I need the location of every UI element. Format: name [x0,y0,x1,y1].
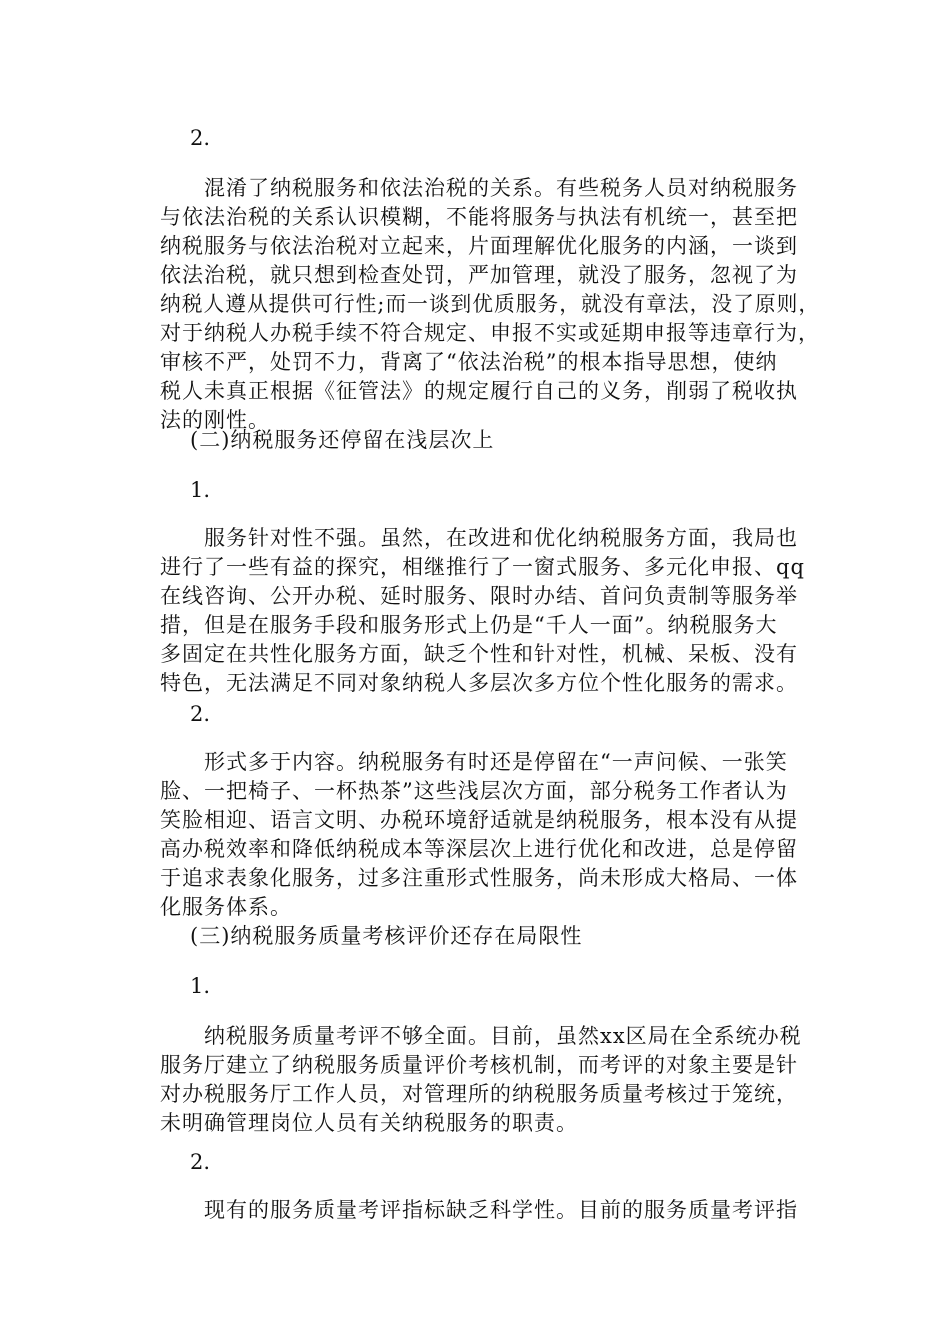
paragraph-line: 审核不严，处罚不力，背离了“依法治税”的根本指导思想，使纳 [160,350,778,374]
paragraph-line: 高办税效率和降低纳税成本等深层次上进行优化和改进，总是停留 [160,837,798,861]
item-number: 2. [190,1150,211,1174]
paragraph-line: 脸、一把椅子、一杯热茶”这些浅层次方面，部分税务工作者认为 [160,779,788,803]
paragraph-line: 进行了一些有益的探究，相继推行了一窗式服务、多元化申报、qq [160,555,805,579]
paragraph-line: 对办税服务厅工作人员，对管理所的纳税服务质量考核过于笼统， [160,1082,798,1106]
section-heading: (二)纳税服务还停留在浅层次上 [190,428,495,452]
paragraph-line: 法的刚性。 [160,408,270,432]
paragraph-line: 在线咨询、公开办税、延时服务、限时办结、首问负责制等服务举 [160,584,798,608]
paragraph-line: 未明确管理岗位人员有关纳税服务的职责。 [160,1111,578,1135]
paragraph-line: 服务针对性不强。虽然，在改进和优化纳税服务方面，我局也 [160,526,798,550]
paragraph-line: 于追求表象化服务，过多注重形式性服务，尚未形成大格局、一体 [160,866,798,890]
item-number: 2. [190,126,211,150]
paragraph [160,524,820,698]
paragraph-line: 对于纳税人办税手续不符合规定、申报不实或延期申报等违章行为， [160,321,820,345]
paragraph [160,748,820,922]
section-heading: (三)纳税服务质量考核评价还存在局限性 [190,924,583,948]
paragraph [160,1022,820,1138]
paragraph-line: 与依法治税的关系认识模糊，不能将服务与执法有机统一，甚至把 [160,205,798,229]
paragraph-line: 形式多于内容。纳税服务有时还是停留在“一声问候、一张笑 [160,750,788,774]
paragraph [160,174,820,435]
paragraph-line: 纳税服务质量考评不够全面。目前，虽然xx区局在全系统办税 [160,1024,802,1048]
paragraph-line: 化服务体系。 [160,895,292,919]
paragraph-line: 多固定在共性化服务方面，缺乏个性和针对性，机械、呆板、没有 [160,642,798,666]
paragraph-line: 现有的服务质量考评指标缺乏科学性。目前的服务质量考评指 [160,1198,798,1222]
item-number: 1. [190,478,211,502]
paragraph-line: 特色，无法满足不同对象纳税人多层次多方位个性化服务的需求。 [160,671,798,695]
paragraph-line: 笑脸相迎、语言文明、办税环境舒适就是纳税服务，根本没有从提 [160,808,798,832]
paragraph-line: 措，但是在服务手段和服务形式上仍是“千人一面”。纳税服务大 [160,613,778,637]
paragraph [160,1196,820,1225]
paragraph-line: 纳税人遵从提供可行性;而一谈到优质服务，就没有章法，没了原则， [160,292,821,316]
paragraph-line: 混淆了纳税服务和依法治税的关系。有些税务人员对纳税服务 [160,176,798,200]
paragraph-line: 服务厅建立了纳税服务质量评价考核机制，而考评的对象主要是针 [160,1053,798,1077]
item-number: 2. [190,702,211,726]
paragraph-line: 税人未真正根据《征管法》的规定履行自己的义务，削弱了税收执 [160,379,798,403]
paragraph-line: 纳税服务与依法治税对立起来，片面理解优化服务的内涵，一谈到 [160,234,798,258]
item-number: 1. [190,974,211,998]
paragraph-line: 依法治税，就只想到检查处罚，严加管理，就没了服务，忽视了为 [160,263,798,287]
